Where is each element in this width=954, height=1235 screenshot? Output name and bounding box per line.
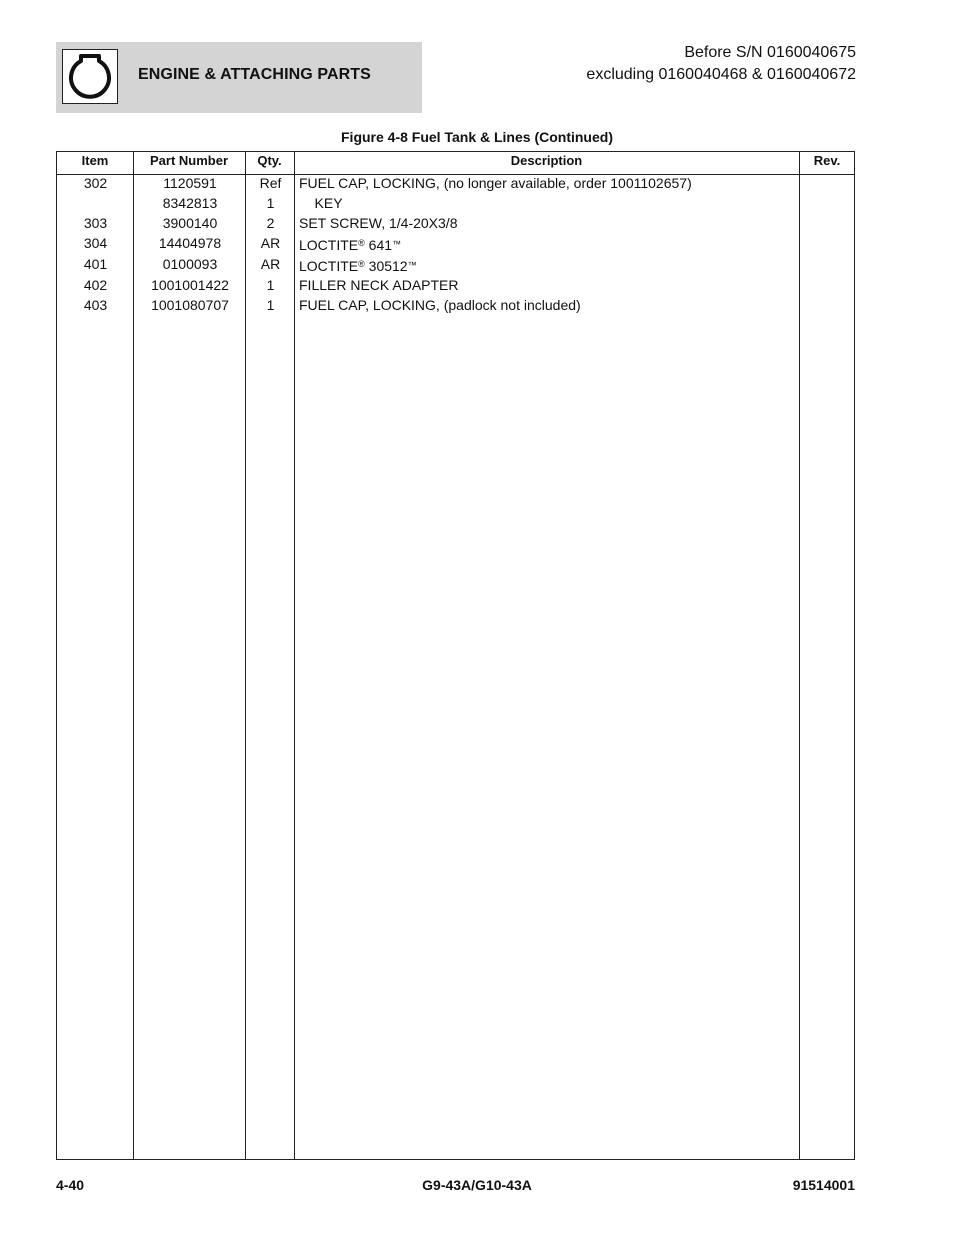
qty-cell: 2 [266, 215, 275, 231]
serial-line-1: Before S/N 0160040675 [684, 44, 856, 61]
serial-note [586, 42, 856, 86]
item-cell: 304 [83, 235, 108, 251]
part-number-cell: 8342813 [162, 195, 218, 211]
description-text-rest: 30512 [364, 258, 408, 274]
description-cell [299, 215, 457, 231]
qty-cell: AR [260, 235, 281, 251]
figure-title: Figure 4-8 Fuel Tank & Lines (Continued) [341, 129, 613, 145]
part-number-cell: 14404978 [158, 235, 222, 251]
description-text: KEY [299, 195, 343, 211]
item-cell: 302 [83, 175, 108, 191]
registered-mark: ® [358, 259, 365, 269]
document-number: 91514001 [792, 1177, 855, 1193]
column-header-item: Item [81, 153, 109, 168]
qty-cell: 1 [266, 297, 275, 313]
description-text: FILLER NECK ADAPTER [299, 277, 459, 293]
item-cell: 402 [83, 277, 108, 293]
column-header-rev: Rev. [813, 153, 841, 168]
trademark-mark: ™ [392, 239, 402, 249]
registered-mark: ® [358, 238, 365, 248]
part-number-cell: 1001001422 [151, 277, 229, 293]
description-cell [299, 256, 417, 274]
trademark-mark: ™ [407, 260, 417, 270]
model-number: G9-43A/G10-43A [422, 1177, 532, 1193]
column-header-qty: Qty. [257, 153, 282, 168]
column-header-description: Description [510, 153, 583, 168]
qty-cell: 1 [266, 195, 275, 211]
description-cell [299, 195, 343, 211]
description-text-rest: 641 [364, 237, 393, 253]
parts-table [56, 151, 855, 1160]
description-text: LOCTITE [299, 237, 359, 253]
engine-icon [62, 49, 118, 104]
section-header [56, 42, 422, 113]
description-text: FUEL CAP, LOCKING, (padlock not included) [299, 297, 581, 313]
part-number-cell: 0100093 [162, 256, 218, 272]
qty-cell: 1 [266, 277, 275, 293]
part-number-cell: 1120591 [163, 175, 217, 191]
description-cell [299, 235, 401, 253]
part-number-cell: 1001080707 [151, 297, 229, 313]
qty-cell: AR [260, 256, 281, 272]
description-text: SET SCREW, 1/4-20X3/8 [299, 215, 458, 231]
description-cell [299, 175, 692, 191]
qty-cell: Ref [259, 175, 282, 191]
part-number-cell: 3900140 [162, 215, 218, 231]
description-cell [299, 297, 581, 313]
item-cell: 403 [83, 297, 108, 313]
description-cell [299, 277, 459, 293]
item-cell: 401 [83, 256, 108, 272]
description-text: LOCTITE [299, 258, 359, 274]
serial-line-2: excluding 0160040468 & 0160040672 [586, 66, 856, 83]
section-title: ENGINE & ATTACHING PARTS [138, 66, 371, 83]
page-number: 4-40 [56, 1177, 85, 1193]
item-cell: 303 [83, 215, 108, 231]
description-text: FUEL CAP, LOCKING, (no longer available, order 1001102657) [299, 175, 692, 191]
column-header-part-number: Part Number [149, 153, 229, 168]
column-divider [799, 152, 800, 1159]
